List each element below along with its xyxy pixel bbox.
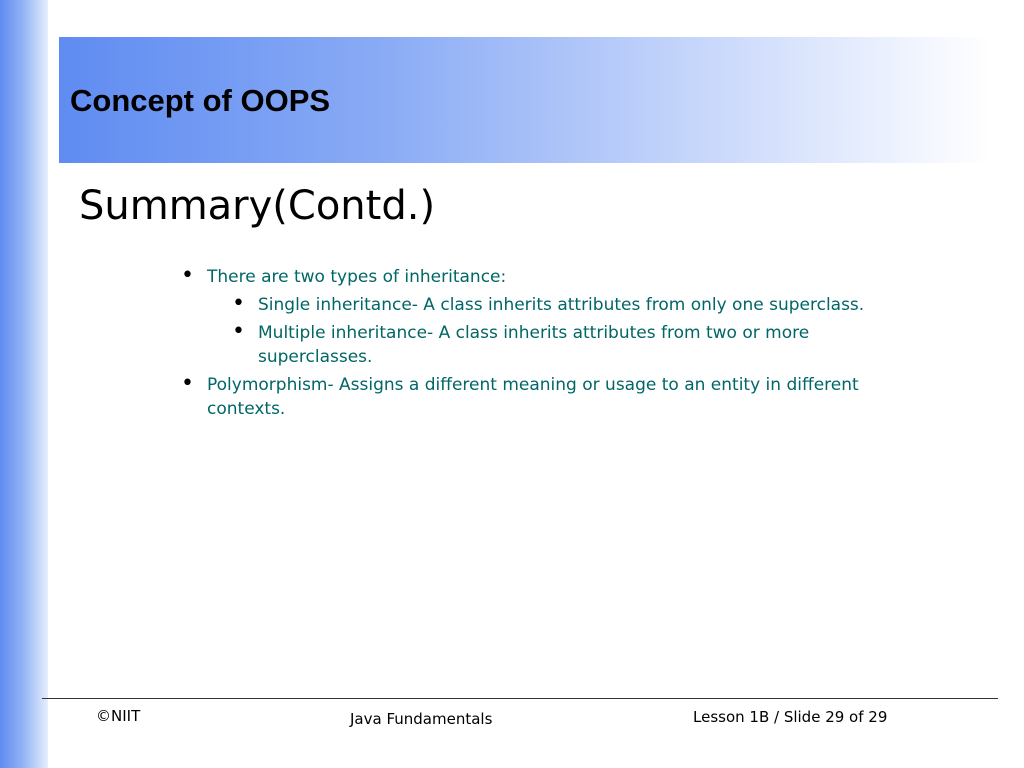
sub-bullet-item-multiple-inheritance bbox=[232, 321, 901, 369]
bullet-text: There are two types of inheritance: bbox=[207, 267, 507, 287]
header-title: Concept of OOPS bbox=[70, 83, 331, 118]
footer-divider bbox=[42, 698, 998, 699]
bullet-item-polymorphism bbox=[181, 373, 901, 421]
bullet-text: Multiple inheritance- A class inherits attributes from two or more superclasses. bbox=[258, 323, 810, 367]
sub-bullet-list bbox=[232, 293, 901, 369]
bullet-dot-icon: • bbox=[232, 291, 245, 316]
footer-copyright: ©NIIT bbox=[96, 707, 141, 725]
footer-slide-info: Lesson 1B / Slide 29 of 29 bbox=[693, 708, 888, 726]
footer-course-title: Java Fundamentals bbox=[350, 710, 493, 728]
sub-bullet-item-single-inheritance bbox=[232, 293, 901, 317]
bullet-text: Single inheritance- A class inherits attributes from only one superclass. bbox=[258, 295, 865, 315]
bullet-text: Polymorphism- Assigns a different meaning or usage to an entity in different contexts. bbox=[207, 375, 859, 419]
slide-title: Summary(Contd.) bbox=[79, 183, 436, 229]
left-gradient-band bbox=[0, 0, 48, 768]
bullet-dot-icon: • bbox=[181, 371, 194, 396]
bullet-list bbox=[181, 265, 901, 424]
bullet-dot-icon: • bbox=[232, 319, 245, 344]
bullet-dot-icon: • bbox=[181, 263, 194, 288]
bullet-item-inheritance-types bbox=[181, 265, 901, 369]
